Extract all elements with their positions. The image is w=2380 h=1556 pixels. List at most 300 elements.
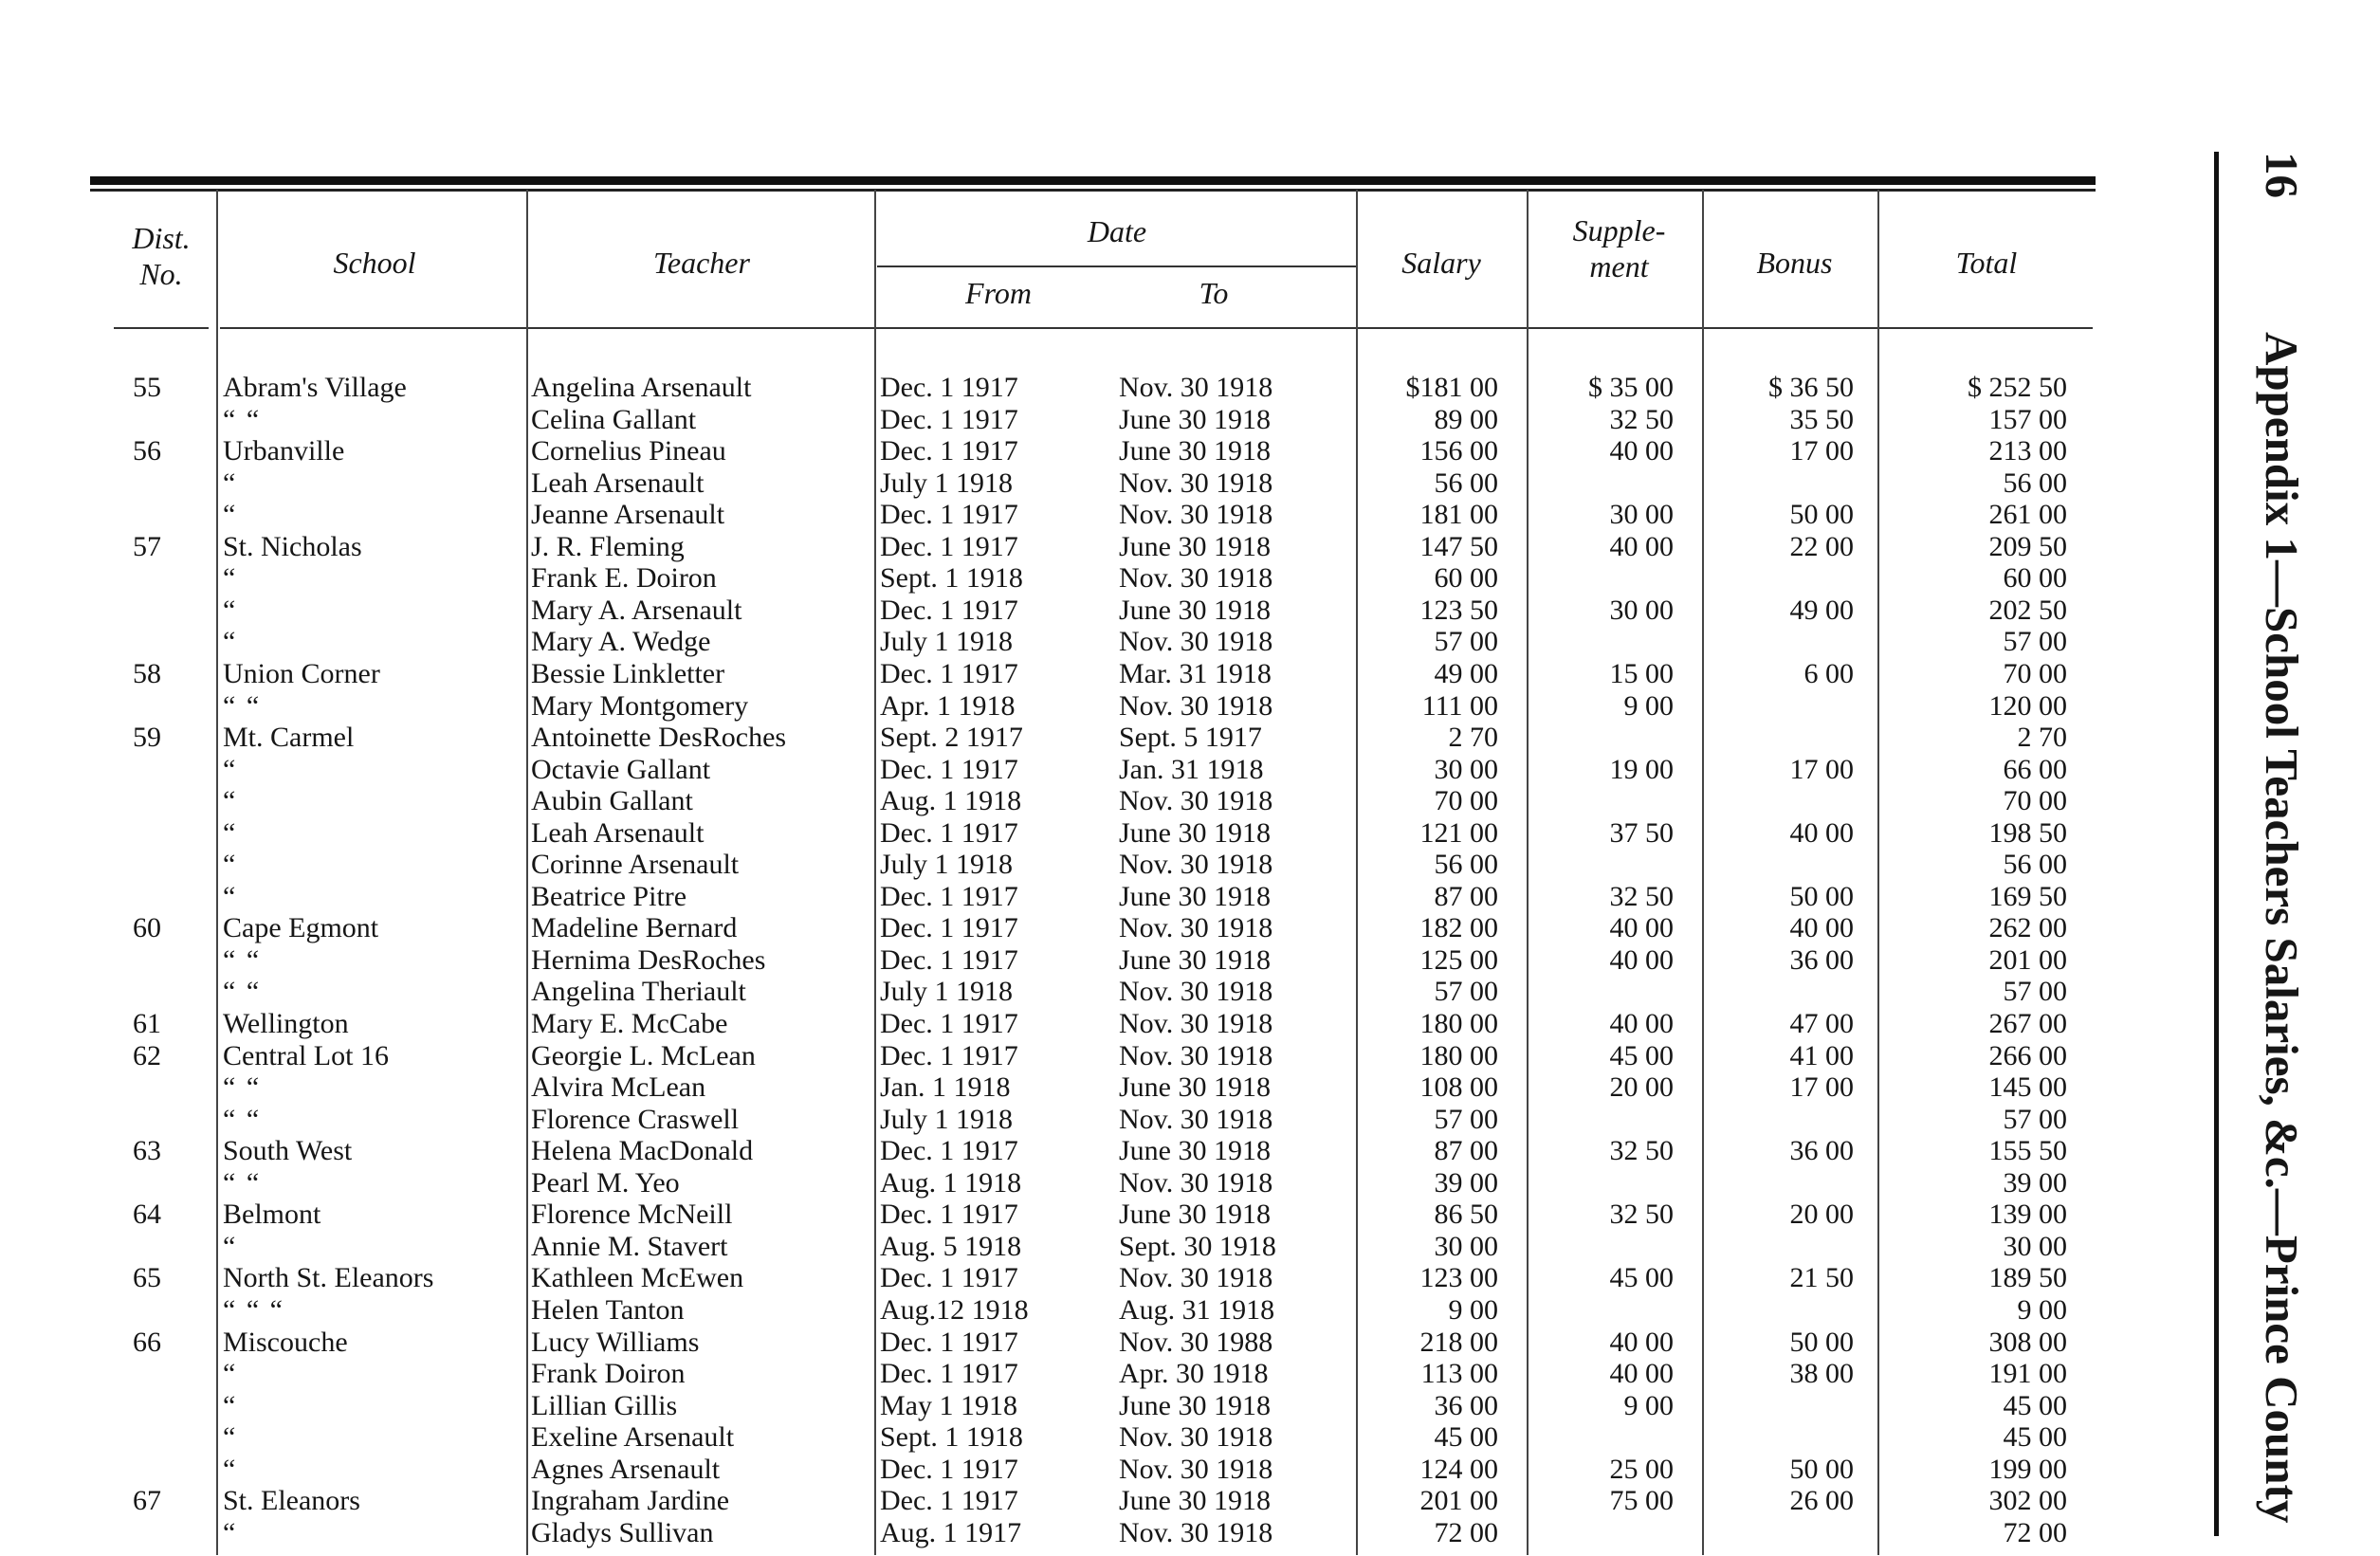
- table-row: [0, 372, 2380, 404]
- total-amount: 45 00: [2003, 1389, 2067, 1421]
- supplement-amount: [1536, 1294, 1674, 1327]
- school-name: South West: [223, 1135, 353, 1167]
- supplement-amount: $ 35 00: [1588, 372, 1674, 403]
- teacher-name: Annie M. Stavert: [531, 1230, 728, 1262]
- date-to: Nov. 30 1918: [1119, 1516, 1273, 1548]
- school-name: “: [223, 1358, 238, 1390]
- date-divider-line: [877, 265, 1356, 267]
- date-to: June 30 1918: [1119, 1071, 1271, 1104]
- teacher-name: Angelina Theriault: [531, 976, 746, 1008]
- supplement-amount: 40 00: [1609, 1358, 1674, 1390]
- header-bonus: Bonus: [1756, 246, 1833, 280]
- supplement-amount: 30 00: [1609, 594, 1674, 626]
- supplement-amount: 40 00: [1609, 912, 1674, 944]
- total-amount: 30 00: [2003, 1230, 2067, 1262]
- school-name: Union Corner: [223, 657, 380, 689]
- table-row: [0, 499, 2380, 531]
- school-name: “: [223, 1421, 238, 1454]
- bonus-amount: 40 00: [1789, 816, 1854, 849]
- salary-amount: 86 50: [1434, 1199, 1498, 1231]
- salary-amount: 2 70: [1448, 722, 1498, 754]
- district-number: 61: [133, 1008, 161, 1039]
- table-row: [0, 1358, 2380, 1390]
- bonus-amount: [1707, 562, 1854, 595]
- district-number: 59: [133, 722, 161, 754]
- total-amount: 262 00: [1988, 912, 2067, 944]
- table-row: [0, 785, 2380, 817]
- salary-amount: 57 00: [1434, 1103, 1498, 1135]
- school-name: “: [223, 816, 238, 849]
- date-from: Dec. 1 1917: [880, 753, 1018, 785]
- teacher-name: Mary E. McCabe: [531, 1008, 728, 1039]
- salary-amount: 30 00: [1434, 1230, 1498, 1262]
- school-name: Central Lot 16: [223, 1039, 389, 1071]
- district-number: [104, 1104, 190, 1136]
- table-row: [0, 1485, 2380, 1517]
- date-to: June 30 1918: [1119, 1485, 1271, 1517]
- supplement-amount: [1536, 562, 1674, 595]
- teacher-name: Aubin Gallant: [531, 785, 693, 817]
- date-from: Dec. 1 1917: [880, 1199, 1018, 1231]
- date-to: Nov. 30 1918: [1119, 1008, 1273, 1039]
- total-amount: 60 00: [2003, 562, 2067, 595]
- header-date: Date: [1087, 214, 1147, 248]
- date-from: Dec. 1 1917: [880, 816, 1018, 849]
- supplement-amount: [1536, 1104, 1674, 1136]
- bonus-amount: 21 50: [1789, 1262, 1854, 1294]
- teacher-name: Antoinette DesRoches: [531, 722, 787, 754]
- district-number: 63: [133, 1135, 161, 1167]
- bonus-amount: [1707, 690, 1854, 723]
- date-from: Dec. 1 1917: [880, 1485, 1018, 1517]
- total-amount: 2 70: [2017, 722, 2067, 754]
- school-name: St. Eleanors: [223, 1485, 360, 1517]
- total-amount: 198 50: [1988, 816, 2067, 849]
- date-to: Nov. 30 1918: [1119, 849, 1273, 881]
- date-to: Nov. 30 1918: [1119, 1039, 1273, 1071]
- school-name: St. Nicholas: [223, 530, 362, 562]
- header-school: School: [333, 246, 416, 280]
- total-amount: 57 00: [2003, 626, 2067, 658]
- district-number: 55: [133, 372, 161, 403]
- district-number: 62: [133, 1039, 161, 1071]
- school-name: Wellington: [223, 1008, 349, 1039]
- school-name: Mt. Carmel: [223, 722, 355, 754]
- salary-amount: 87 00: [1434, 880, 1498, 912]
- salary-amount: 72 00: [1434, 1516, 1498, 1548]
- bonus-amount: [1707, 849, 1854, 881]
- teacher-name: Helen Tanton: [531, 1293, 685, 1326]
- school-name: “: [223, 1516, 238, 1548]
- date-from: Dec. 1 1917: [880, 1326, 1018, 1358]
- district-number: 58: [133, 657, 161, 689]
- date-to: Nov. 30 1918: [1119, 499, 1273, 531]
- top-rule-thin: [90, 189, 2096, 192]
- salary-amount: 56 00: [1434, 849, 1498, 881]
- teacher-name: Lillian Gillis: [531, 1389, 678, 1421]
- table-row: [0, 1390, 2380, 1422]
- teacher-name: Alvira McLean: [531, 1071, 706, 1104]
- supplement-amount: 32 50: [1609, 1199, 1674, 1231]
- teacher-name: Octavie Gallant: [531, 753, 711, 785]
- table-row: [0, 467, 2380, 500]
- date-to: Nov. 30 1918: [1119, 912, 1273, 944]
- school-name: Belmont: [223, 1199, 321, 1231]
- supplement-amount: [1536, 722, 1674, 754]
- supplement-amount: [1536, 785, 1674, 817]
- supplement-amount: 20 00: [1609, 1071, 1674, 1104]
- date-from: Dec. 1 1917: [880, 403, 1018, 435]
- supplement-amount: 25 00: [1609, 1453, 1674, 1485]
- bonus-amount: 50 00: [1789, 880, 1854, 912]
- school-name: “ “: [223, 1103, 262, 1135]
- school-name: “ “: [223, 403, 262, 435]
- school-name: “ “: [223, 976, 262, 1008]
- date-to: Sept. 30 1918: [1119, 1230, 1276, 1262]
- total-amount: 70 00: [2003, 657, 2067, 689]
- supplement-amount: [1536, 626, 1674, 658]
- total-amount: 209 50: [1988, 530, 2067, 562]
- district-number: [104, 944, 190, 977]
- header-teacher: Teacher: [653, 246, 750, 280]
- teacher-name: Lucy Williams: [531, 1326, 700, 1358]
- district-number: [104, 1421, 190, 1454]
- total-amount: 157 00: [1988, 403, 2067, 435]
- teacher-name: Kathleen McEwen: [531, 1262, 744, 1294]
- district-number: [104, 1071, 190, 1104]
- date-to: Jan. 31 1918: [1119, 753, 1264, 785]
- date-to: Nov. 30 1918: [1119, 562, 1273, 595]
- salary-amount: 87 00: [1434, 1135, 1498, 1167]
- school-name: “ “ “: [223, 1293, 284, 1326]
- salary-amount: 49 00: [1434, 657, 1498, 689]
- salary-amount: 39 00: [1434, 1166, 1498, 1199]
- table-row: [0, 1327, 2380, 1359]
- date-from: Dec. 1 1917: [880, 880, 1018, 912]
- top-rule: [90, 176, 2096, 185]
- teacher-name: Ingraham Jardine: [531, 1485, 730, 1517]
- date-from: Dec. 1 1917: [880, 1453, 1018, 1485]
- date-to: June 30 1918: [1119, 530, 1271, 562]
- bonus-amount: [1707, 467, 1854, 500]
- teacher-name: Celina Gallant: [531, 403, 697, 435]
- table-row: [0, 944, 2380, 977]
- table-row: [0, 1104, 2380, 1136]
- table-row: [0, 1040, 2380, 1072]
- total-amount: 39 00: [2003, 1166, 2067, 1199]
- date-from: Jan. 1 1918: [880, 1071, 1011, 1104]
- total-amount: 261 00: [1988, 499, 2067, 531]
- district-number: 60: [133, 912, 161, 944]
- bonus-amount: 35 50: [1789, 403, 1854, 435]
- district-number: [104, 1454, 190, 1486]
- table-row: [0, 1231, 2380, 1263]
- table-row: [0, 626, 2380, 658]
- supplement-amount: 40 00: [1609, 530, 1674, 562]
- date-from: Dec. 1 1917: [880, 1358, 1018, 1390]
- school-name: “ “: [223, 689, 262, 722]
- table-row: [0, 658, 2380, 690]
- school-name: “: [223, 1230, 238, 1262]
- school-name: “: [223, 594, 238, 626]
- bonus-amount: [1707, 1231, 1854, 1263]
- school-name: “ “: [223, 943, 262, 976]
- salary-amount: 113 00: [1420, 1358, 1498, 1390]
- district-number: [104, 817, 190, 850]
- school-name: “: [223, 785, 238, 817]
- bonus-amount: [1707, 1390, 1854, 1422]
- district-number: [104, 1167, 190, 1199]
- date-from: May 1 1918: [880, 1389, 1017, 1421]
- table-row: [0, 754, 2380, 786]
- teacher-name: Frank Doiron: [531, 1358, 686, 1390]
- date-to: Nov. 30 1918: [1119, 372, 1273, 403]
- total-amount: 189 50: [1988, 1262, 2067, 1294]
- table-row: [0, 881, 2380, 913]
- date-from: Sept. 1 1918: [880, 562, 1023, 595]
- school-name: Miscouche: [223, 1326, 348, 1358]
- school-name: “ “: [223, 1071, 262, 1104]
- district-number: [104, 1294, 190, 1327]
- date-from: Aug. 1 1917: [880, 1516, 1022, 1548]
- date-to: Nov. 30 1918: [1119, 785, 1273, 817]
- header-supplement-line1: Supple-: [1572, 213, 1666, 247]
- table-row: [0, 531, 2380, 563]
- salary-amount: 45 00: [1434, 1421, 1498, 1454]
- date-from: July 1 1918: [880, 467, 1014, 499]
- table-row: [0, 1262, 2380, 1294]
- date-to: Nov. 30 1918: [1119, 626, 1273, 658]
- supplement-amount: [1536, 1167, 1674, 1199]
- date-to: Aug. 31 1918: [1119, 1293, 1275, 1326]
- date-from: July 1 1918: [880, 976, 1014, 1008]
- bonus-amount: 50 00: [1789, 499, 1854, 531]
- total-amount: 56 00: [2003, 849, 2067, 881]
- district-number: [104, 976, 190, 1008]
- bonus-amount: [1707, 1421, 1854, 1454]
- bonus-amount: 17 00: [1789, 1071, 1854, 1104]
- table-row: [0, 817, 2380, 850]
- total-amount: 199 00: [1988, 1453, 2067, 1485]
- supplement-amount: [1536, 1517, 1674, 1549]
- teacher-name: J. R. Fleming: [531, 530, 685, 562]
- total-amount: 202 50: [1988, 594, 2067, 626]
- salary-amount: 147 50: [1419, 530, 1498, 562]
- date-to: Nov. 30 1918: [1119, 1453, 1273, 1485]
- bonus-amount: [1707, 626, 1854, 658]
- date-from: July 1 1918: [880, 849, 1014, 881]
- header-dist: [114, 220, 209, 292]
- supplement-amount: 15 00: [1609, 657, 1674, 689]
- table-row: [0, 562, 2380, 595]
- date-to: Apr. 30 1918: [1119, 1358, 1269, 1390]
- total-amount: 201 00: [1988, 943, 2067, 976]
- school-name: Cape Egmont: [223, 912, 379, 944]
- supplement-amount: 9 00: [1623, 1389, 1674, 1421]
- supplement-amount: 40 00: [1609, 1326, 1674, 1358]
- school-name: “: [223, 849, 238, 881]
- date-to: Nov. 30 1918: [1119, 976, 1273, 1008]
- date-to: June 30 1918: [1119, 880, 1271, 912]
- table-row: [0, 1294, 2380, 1327]
- teacher-name: Beatrice Pitre: [531, 880, 687, 912]
- date-from: July 1 1918: [880, 626, 1014, 658]
- teacher-name: Frank E. Doiron: [531, 562, 717, 595]
- district-number: [104, 785, 190, 817]
- header-supplement-line2: ment: [1589, 249, 1649, 284]
- bonus-amount: 50 00: [1789, 1326, 1854, 1358]
- supplement-amount: 40 00: [1609, 1008, 1674, 1039]
- salary-amount: 124 00: [1419, 1453, 1498, 1485]
- header-underline: [220, 327, 2093, 329]
- bonus-amount: 36 00: [1789, 1135, 1854, 1167]
- supplement-amount: 19 00: [1609, 753, 1674, 785]
- school-name: Abram's Village: [223, 372, 407, 403]
- bonus-amount: 17 00: [1789, 435, 1854, 467]
- table-row: [0, 404, 2380, 436]
- district-number: [104, 1390, 190, 1422]
- district-number: [104, 404, 190, 436]
- bonus-amount: 26 00: [1789, 1485, 1854, 1517]
- district-number: 66: [133, 1326, 161, 1358]
- salary-amount: 111 00: [1421, 689, 1498, 722]
- date-to: Nov. 30 1918: [1119, 689, 1273, 722]
- supplement-amount: 32 50: [1609, 403, 1674, 435]
- salary-amount: 56 00: [1434, 467, 1498, 499]
- district-number: [104, 881, 190, 913]
- teacher-name: Mary A. Wedge: [531, 626, 711, 658]
- running-title: Appendix 1—School Teachers Salaries, &c.—Prince County: [2256, 332, 2308, 1524]
- date-to: June 30 1918: [1119, 1135, 1271, 1167]
- date-to: June 30 1918: [1119, 594, 1271, 626]
- bonus-amount: 40 00: [1789, 912, 1854, 944]
- date-from: Dec. 1 1917: [880, 1039, 1018, 1071]
- table-row: [0, 849, 2380, 881]
- header-total: Total: [1955, 246, 2018, 280]
- header-to: To: [1199, 276, 1229, 310]
- teacher-name: Helena MacDonald: [531, 1135, 754, 1167]
- total-amount: 139 00: [1988, 1199, 2067, 1231]
- table-row: [0, 976, 2380, 1008]
- date-to: June 30 1918: [1119, 435, 1271, 467]
- school-name: “: [223, 499, 238, 531]
- table-row: [0, 435, 2380, 467]
- bonus-amount: $ 36 50: [1768, 372, 1854, 403]
- total-amount: 169 50: [1988, 880, 2067, 912]
- table-row: [0, 1135, 2380, 1167]
- total-amount: 267 00: [1988, 1008, 2067, 1039]
- salary-amount: 180 00: [1419, 1008, 1498, 1039]
- supplement-amount: 9 00: [1623, 689, 1674, 722]
- date-from: Dec. 1 1917: [880, 943, 1018, 976]
- total-amount: 9 00: [2017, 1293, 2067, 1326]
- bonus-amount: 17 00: [1789, 753, 1854, 785]
- district-number: [104, 754, 190, 786]
- table-row: [0, 1199, 2380, 1231]
- date-to: Mar. 31 1918: [1119, 657, 1272, 689]
- total-amount: 308 00: [1988, 1326, 2067, 1358]
- teacher-name: Gladys Sullivan: [531, 1516, 714, 1548]
- teacher-name: Bessie Linkletter: [531, 657, 725, 689]
- district-number: 64: [133, 1199, 161, 1231]
- salary-amount: 60 00: [1434, 562, 1498, 595]
- district-number: [104, 626, 190, 658]
- teacher-name: Georgie L. McLean: [531, 1039, 756, 1071]
- bonus-amount: 36 00: [1789, 943, 1854, 976]
- teacher-name: Madeline Bernard: [531, 912, 738, 944]
- supplement-amount: [1536, 849, 1674, 881]
- district-number: [104, 467, 190, 500]
- teacher-name: Pearl M. Yeo: [531, 1166, 680, 1199]
- bonus-amount: [1707, 1517, 1854, 1549]
- total-amount: $ 252 50: [1968, 372, 2067, 403]
- date-to: June 30 1918: [1119, 403, 1271, 435]
- date-from: Sept. 1 1918: [880, 1421, 1023, 1454]
- teacher-name: Agnes Arsenault: [531, 1453, 721, 1485]
- salary-amount: $181 00: [1405, 372, 1498, 403]
- school-name: Urbanville: [223, 435, 345, 467]
- bonus-amount: 47 00: [1789, 1008, 1854, 1039]
- district-number: 67: [133, 1485, 161, 1517]
- supplement-amount: 30 00: [1609, 499, 1674, 531]
- teacher-name: Jeanne Arsenault: [531, 499, 725, 531]
- date-from: Dec. 1 1917: [880, 372, 1018, 403]
- total-amount: 191 00: [1988, 1358, 2067, 1390]
- salary-amount: 9 00: [1448, 1293, 1498, 1326]
- teacher-name: Mary A. Arsenault: [531, 594, 742, 626]
- salary-amount: 123 00: [1419, 1262, 1498, 1294]
- total-amount: 155 50: [1988, 1135, 2067, 1167]
- district-number: [104, 1358, 190, 1390]
- bonus-amount: 49 00: [1789, 594, 1854, 626]
- district-number: [104, 690, 190, 723]
- salary-amount: 57 00: [1434, 626, 1498, 658]
- supplement-amount: [1536, 467, 1674, 500]
- supplement-amount: 45 00: [1609, 1262, 1674, 1294]
- school-name: “: [223, 753, 238, 785]
- salary-amount: 180 00: [1419, 1039, 1498, 1071]
- date-from: Dec. 1 1917: [880, 499, 1018, 531]
- total-amount: 66 00: [2003, 753, 2067, 785]
- bonus-amount: 6 00: [1803, 657, 1854, 689]
- date-from: Aug. 1 1918: [880, 1166, 1022, 1199]
- total-amount: 266 00: [1988, 1039, 2067, 1071]
- date-from: Aug.12 1918: [880, 1293, 1029, 1326]
- date-from: Dec. 1 1917: [880, 1262, 1018, 1294]
- salary-amount: 156 00: [1419, 435, 1498, 467]
- salary-amount: 201 00: [1419, 1485, 1498, 1517]
- school-name: “: [223, 1389, 238, 1421]
- district-number: [104, 595, 190, 627]
- teacher-name: Leah Arsenault: [531, 467, 705, 499]
- header-salary: Salary: [1401, 246, 1481, 280]
- bonus-amount: [1707, 1167, 1854, 1199]
- page-number: 16: [2256, 152, 2308, 198]
- total-amount: 57 00: [2003, 1103, 2067, 1135]
- date-from: Apr. 1 1918: [880, 689, 1016, 722]
- supplement-amount: 45 00: [1609, 1039, 1674, 1071]
- table-row: [0, 1071, 2380, 1104]
- teacher-name: Corinne Arsenault: [531, 849, 740, 881]
- supplement-amount: 37 50: [1609, 816, 1674, 849]
- teacher-name: Leah Arsenault: [531, 816, 705, 849]
- total-amount: 213 00: [1988, 435, 2067, 467]
- table-row: [0, 1008, 2380, 1040]
- total-amount: 70 00: [2003, 785, 2067, 817]
- teacher-name: Florence McNeill: [531, 1199, 733, 1231]
- district-number: 57: [133, 530, 161, 562]
- date-from: Dec. 1 1917: [880, 912, 1018, 944]
